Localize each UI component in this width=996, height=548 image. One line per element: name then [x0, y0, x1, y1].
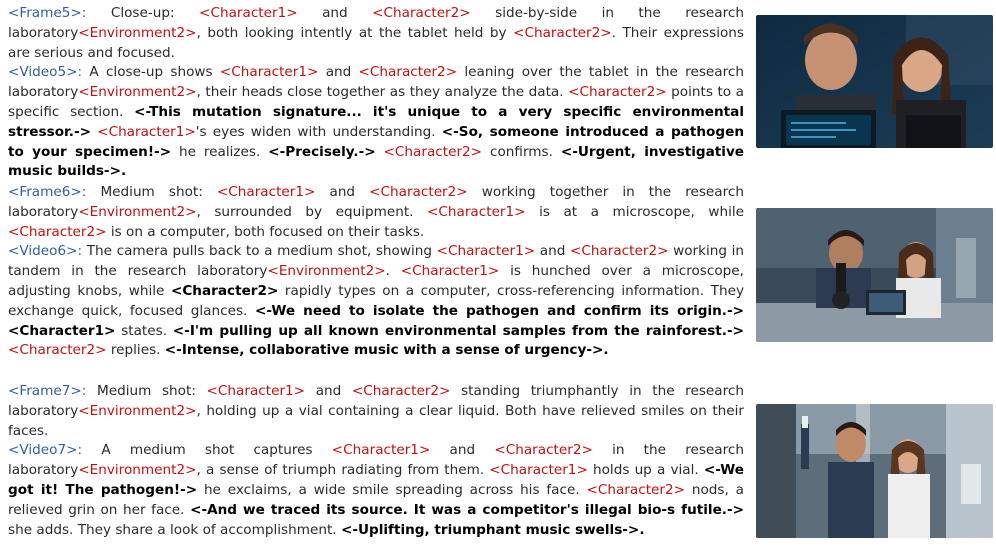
body-text: A medium shot captures: [82, 442, 332, 459]
video-tag: <Video6>:: [8, 243, 83, 260]
character-tag: <Character1>: [436, 243, 536, 260]
character-tag: <Character2>: [8, 223, 107, 240]
video5-description: [8, 63, 744, 182]
dialogue-text: <-We need to isolate the pathogen and confirm its origin.-> <Character1>: [8, 302, 744, 339]
body-text: Medium shot:: [86, 184, 217, 200]
dialogue-text: <-Intense, collaborative music with a sense of urgency->.: [164, 342, 609, 359]
frame7-description: [8, 382, 744, 441]
dialogue-text: <-Urgent, investigative music builds->.: [8, 143, 745, 180]
character-tag: <Environment2>: [78, 402, 197, 419]
body-text: he realizes.: [171, 143, 269, 160]
description-text: [8, 184, 744, 240]
character-tag: <Environment2>: [78, 84, 197, 101]
body-text: is on a computer, both focused on their tasks.: [106, 223, 425, 240]
frame5-image: [756, 15, 993, 148]
body-text: , surrounded by equipment.: [196, 203, 428, 220]
character-tag: <Environment2>: [267, 263, 386, 280]
character-tag: <Character2>: [372, 5, 471, 21]
character-tag: <Environment2>: [78, 462, 197, 479]
body-text: , a sense of triumph radiating from them.: [196, 462, 490, 479]
body-text: .: [385, 263, 401, 280]
frame-tag: <Frame5>:: [8, 5, 87, 21]
body-text: side-by-side in the research laboratory: [8, 5, 745, 41]
body-text: and: [315, 184, 370, 200]
character-tag: <Character2>: [358, 64, 458, 81]
video-tag: <Video5>:: [8, 64, 83, 81]
body-text: in the research laboratory: [8, 442, 745, 479]
body-text: working in tandem in the research laboratory: [8, 243, 744, 280]
body-text: is hunched over a microscope, adjusting knobs, while: [8, 263, 744, 299]
body-text: points to a specific section.: [8, 84, 744, 120]
body-text: and: [305, 383, 352, 399]
frame-tag: <Frame6>:: [8, 184, 87, 200]
dialogue-text: <-I'm pulling up all known environmental samples from the rainforest.->: [172, 322, 744, 339]
character-tag: <Character1>: [97, 123, 196, 140]
body-text: he exclaims, a wide smile spreading across his face.: [197, 481, 587, 498]
body-text: nods, a relieved grin on her face.: [8, 481, 744, 518]
body-text: The camera pulls back to a medium shot, showing: [82, 243, 437, 260]
body-text: and: [430, 442, 495, 459]
character-tag: <Character2>: [351, 383, 451, 399]
body-text: and: [318, 64, 359, 81]
character-tag: <Character2>: [8, 342, 107, 359]
character-tag: <Character2>: [568, 84, 667, 101]
description-text: [8, 442, 744, 537]
dialogue-text: <-And we traced its source. It was a competitor's illegal bio-s futile.->: [190, 501, 745, 518]
character-tag: <Character1>: [216, 184, 316, 200]
body-text: rapidly types on a computer, cross-referencing information. They exchange quick, focused glances.: [8, 282, 744, 319]
frame7-image: [756, 404, 993, 538]
body-text: [376, 144, 384, 160]
character-tag: <Character1>: [331, 442, 431, 459]
character-tag: <Character2>: [569, 243, 669, 260]
frame5-description: [8, 4, 744, 63]
body-text: leaning over the tablet in the research laboratory: [8, 64, 744, 101]
character-tag: <Environment2>: [78, 24, 197, 41]
frame5-block: [8, 4, 744, 182]
character-tag: <Character2>: [383, 143, 483, 160]
character-tag: <Character2>: [369, 184, 468, 200]
dialogue-text: <Character2>: [170, 282, 279, 299]
body-text: working together in the research laboratory: [8, 184, 744, 220]
description-text: [8, 243, 744, 358]
character-tag: <Character1>: [427, 203, 526, 220]
body-text: Close-up:: [86, 5, 200, 21]
body-text: she adds. They share a look of accomplishment.: [8, 521, 341, 538]
character-tag: <Character2>: [586, 481, 686, 498]
video7-description: [8, 441, 744, 540]
dialogue-text: <-Precisely.->: [268, 143, 376, 160]
body-text: confirms.: [482, 143, 561, 160]
character-tag: <Character1>: [219, 64, 319, 81]
character-tag: <Character1>: [206, 383, 306, 399]
frame-tag: <Frame7>:: [8, 383, 87, 399]
description-text: [8, 64, 744, 179]
body-text: standing triumphantly in the research laboratory: [8, 383, 744, 419]
body-text: Medium shot:: [86, 383, 207, 399]
body-text: , holding up a vial containing a clear liquid. Both have relieved smiles on their faces.: [8, 402, 744, 439]
character-tag: <Character2>: [513, 24, 612, 41]
character-tag: <Character1>: [199, 5, 298, 21]
body-text: . Their expressions are serious and focused.: [8, 24, 745, 61]
description-text: [8, 383, 744, 439]
body-text: and: [535, 243, 570, 260]
frame6-block: [8, 183, 744, 361]
frame6-image: [756, 208, 993, 342]
body-text: A close-up shows: [82, 64, 220, 81]
body-text: is at a microscope, while: [525, 203, 744, 220]
dialogue-text: <-We got it! The pathogen!->: [8, 462, 745, 498]
frame7-block: [8, 382, 744, 540]
body-text: 's eyes widen with understanding.: [195, 123, 442, 140]
description-text: [8, 5, 744, 61]
body-text: states.: [115, 322, 173, 339]
character-tag: <Character2>: [494, 442, 593, 459]
video6-description: [8, 242, 744, 361]
body-text: replies.: [106, 342, 165, 359]
body-text: holds up a vial.: [587, 462, 704, 479]
body-text: and: [297, 5, 373, 21]
character-tag: <Character1>: [489, 462, 588, 479]
frame6-description: [8, 183, 744, 242]
body-text: , both looking intently at the tablet held by: [196, 24, 514, 41]
body-text: , their heads close together as they analyze the data.: [196, 84, 569, 101]
character-tag: <Environment2>: [78, 203, 197, 220]
dialogue-text: <-So, someone introduced a pathogen to your specimen!->: [8, 123, 744, 160]
dialogue-text: <-This mutation signature... it's unique to a very specific environmental stressor.->: [8, 103, 744, 140]
character-tag: <Character1>: [400, 263, 500, 280]
dialogue-text: <-Uplifting, triumphant music swells->.: [340, 521, 645, 538]
video-tag: <Video7>:: [8, 442, 83, 459]
